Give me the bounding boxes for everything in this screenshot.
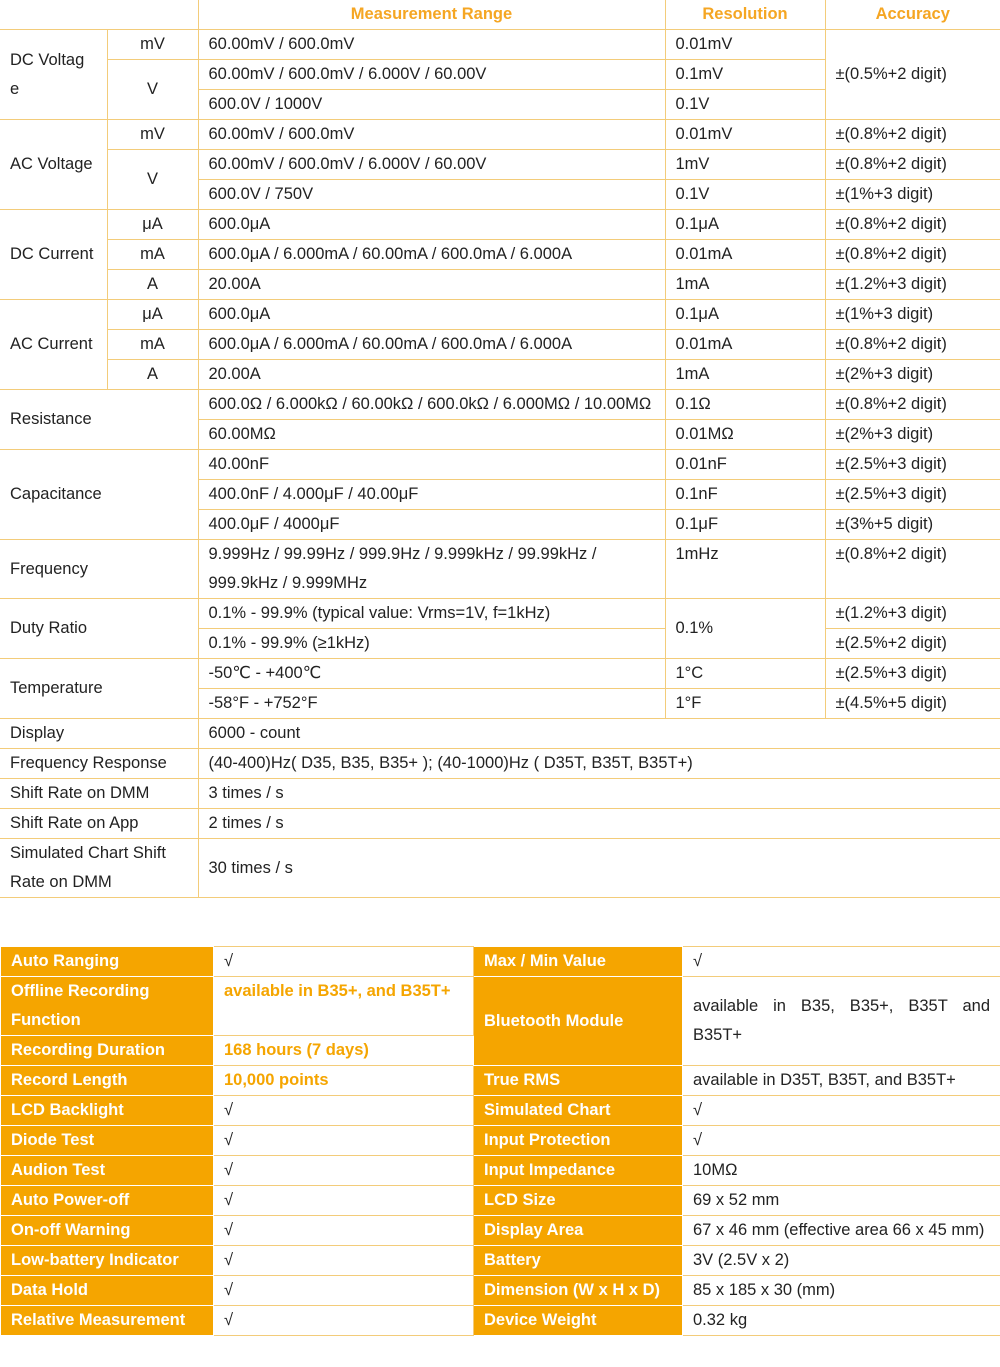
spec-header-row xyxy=(0,0,1000,30)
accuracy-cell: ±(0.8%+2 digit) xyxy=(825,240,1000,270)
unit-cell: μA xyxy=(107,300,198,330)
table-row xyxy=(0,150,1000,180)
accuracy-cell: ±(0.8%+2 digit) xyxy=(825,150,1000,180)
relative-measurement-label: Relative Measurement xyxy=(1,1306,214,1336)
table-row xyxy=(0,120,1000,150)
on-off-warning-label: On-off Warning xyxy=(1,1216,214,1246)
range-cell: 60.00mV / 600.0mV / 6.000V / 60.00V xyxy=(198,150,665,180)
range-cell: 600.0V / 1000V xyxy=(198,90,665,120)
resolution-cell: 0.01mV xyxy=(665,120,825,150)
accuracy-cell: ±(0.8%+2 digit) xyxy=(825,330,1000,360)
table-row xyxy=(0,270,1000,300)
resolution-cell: 1mHz xyxy=(665,540,825,599)
shift-rate-app-value: 2 times / s xyxy=(198,809,1000,839)
simulated-chart-shift-label: Simulated Chart Shift Rate on DMM xyxy=(0,839,198,898)
range-cell: 60.00MΩ xyxy=(198,420,665,450)
accuracy-cell: ±(0.8%+2 digit) xyxy=(825,120,1000,150)
accuracy-cell: ±(3%+5 digit) xyxy=(825,510,1000,540)
range-cell: -50℃ - +400℃ xyxy=(198,659,665,689)
range-cell: 600.0μA xyxy=(198,210,665,240)
table-row xyxy=(0,809,1000,839)
dc-voltage-label: DC Voltag e xyxy=(0,30,107,120)
audion-test-value: √ xyxy=(214,1156,474,1186)
range-cell: 600.0μA / 6.000mA / 60.00mA / 600.0mA / 6.000A xyxy=(198,330,665,360)
range-cell: 600.0μA xyxy=(198,300,665,330)
resolution-cell: 1°C xyxy=(665,659,825,689)
simulated-chart-shift-value: 30 times / s xyxy=(198,839,1000,898)
auto-ranging-value: √ xyxy=(214,947,474,977)
accuracy-cell: ±(0.5%+2 digit) xyxy=(825,30,1000,120)
accuracy-cell: ±(2.5%+2 digit) xyxy=(825,629,1000,659)
display-label: Display xyxy=(0,719,198,749)
audion-test-label: Audion Test xyxy=(1,1156,214,1186)
table-row xyxy=(0,240,1000,270)
unit-cell: mV xyxy=(107,30,198,60)
simulated-chart-label: Simulated Chart xyxy=(474,1096,683,1126)
dc-current-label: DC Current xyxy=(0,210,107,300)
range-cell: 40.00nF xyxy=(198,450,665,480)
offline-recording-label: Offline Recording Function xyxy=(1,977,214,1036)
table-row xyxy=(1,1096,1000,1126)
accuracy-cell: ±(2.5%+3 digit) xyxy=(825,659,1000,689)
accuracy-cell: ±(0.8%+2 digit) xyxy=(825,390,1000,420)
resolution-cell: 0.1V xyxy=(665,180,825,210)
resolution-cell: 0.01MΩ xyxy=(665,420,825,450)
unit-cell: mV xyxy=(107,120,198,150)
table-row xyxy=(0,390,1000,420)
feature-table xyxy=(0,946,1000,1336)
table-row xyxy=(0,599,1000,629)
recording-duration-label: Recording Duration xyxy=(1,1036,214,1066)
resolution-cell: 0.1μA xyxy=(665,210,825,240)
shift-rate-dmm-label: Shift Rate on DMM xyxy=(0,779,198,809)
auto-power-off-label: Auto Power-off xyxy=(1,1186,214,1216)
accuracy-cell: ±(2%+3 digit) xyxy=(825,420,1000,450)
resolution-cell: 0.01mA xyxy=(665,240,825,270)
true-rms-value: available in D35T, B35T, and B35T+ xyxy=(683,1066,1000,1096)
table-row xyxy=(1,1066,1000,1096)
accuracy-cell: ±(1.2%+3 digit) xyxy=(825,270,1000,300)
range-cell: 0.1% - 99.9% (≥1kHz) xyxy=(198,629,665,659)
table-row xyxy=(1,1216,1000,1246)
range-cell: 9.999Hz / 99.99Hz / 999.9Hz / 9.999kHz / 99.99kHz / 999.9kHz / 9.999MHz xyxy=(198,540,665,599)
range-cell: 0.1% - 99.9% (typical value: Vrms=1V, f=1kHz) xyxy=(198,599,665,629)
unit-cell: mA xyxy=(107,330,198,360)
input-impedance-value: 10MΩ xyxy=(683,1156,1000,1186)
resolution-cell: 0.1V xyxy=(665,90,825,120)
range-cell: 20.00A xyxy=(198,360,665,390)
resolution-cell: 1mV xyxy=(665,150,825,180)
display-value: 6000 - count xyxy=(198,719,1000,749)
shift-rate-app-label: Shift Rate on App xyxy=(0,809,198,839)
accuracy-cell: ±(1%+3 digit) xyxy=(825,180,1000,210)
lcd-size-label: LCD Size xyxy=(474,1186,683,1216)
input-protection-label: Input Protection xyxy=(474,1126,683,1156)
true-rms-label: True RMS xyxy=(474,1066,683,1096)
dimension-label: Dimension (W x H x D) xyxy=(474,1276,683,1306)
low-battery-value: √ xyxy=(214,1246,474,1276)
range-cell: 60.00mV / 600.0mV xyxy=(198,120,665,150)
record-length-value: 10,000 points xyxy=(214,1066,474,1096)
table-row xyxy=(1,1276,1000,1306)
battery-value: 3V (2.5V x 2) xyxy=(683,1246,1000,1276)
range-cell: 60.00mV / 600.0mV xyxy=(198,30,665,60)
relative-measurement-value: √ xyxy=(214,1306,474,1336)
table-row xyxy=(0,210,1000,240)
accuracy-cell: ±(2.5%+3 digit) xyxy=(825,450,1000,480)
accuracy-cell: ±(1%+3 digit) xyxy=(825,300,1000,330)
table-row xyxy=(1,1156,1000,1186)
range-cell: 400.0nF / 4.000μF / 40.00μF xyxy=(198,480,665,510)
on-off-warning-value: √ xyxy=(214,1216,474,1246)
resolution-cell: 0.1μF xyxy=(665,510,825,540)
lcd-backlight-value: √ xyxy=(214,1096,474,1126)
table-row xyxy=(1,947,1000,977)
resolution-cell: 0.1nF xyxy=(665,480,825,510)
table-row xyxy=(1,977,1000,1036)
table-row xyxy=(1,1246,1000,1276)
resolution-cell: 0.1μA xyxy=(665,300,825,330)
unit-cell: μA xyxy=(107,210,198,240)
capacitance-label: Capacitance xyxy=(0,450,198,540)
frequency-response-label: Frequency Response xyxy=(0,749,198,779)
table-row xyxy=(1,1306,1000,1336)
range-cell: 600.0μA / 6.000mA / 60.00mA / 600.0mA / 6.000A xyxy=(198,240,665,270)
offline-recording-value: available in B35+, and B35T+ xyxy=(214,977,474,1036)
duty-ratio-label: Duty Ratio xyxy=(0,599,198,659)
low-battery-label: Low-battery Indicator xyxy=(1,1246,214,1276)
table-row xyxy=(0,300,1000,330)
input-protection-value: √ xyxy=(683,1126,1000,1156)
max-min-value: √ xyxy=(683,947,1000,977)
header-measurement-range: Measurement Range xyxy=(198,0,665,30)
simulated-chart-value: √ xyxy=(683,1096,1000,1126)
accuracy-cell: ±(2%+3 digit) xyxy=(825,360,1000,390)
battery-label: Battery xyxy=(474,1246,683,1276)
accuracy-cell: ±(0.8%+2 digit) xyxy=(825,210,1000,240)
shift-rate-dmm-value: 3 times / s xyxy=(198,779,1000,809)
display-area-label: Display Area xyxy=(474,1216,683,1246)
unit-cell: V xyxy=(107,60,198,120)
table-row xyxy=(0,360,1000,390)
frequency-label: Frequency xyxy=(0,540,198,599)
table-row xyxy=(0,839,1000,898)
lcd-backlight-label: LCD Backlight xyxy=(1,1096,214,1126)
accuracy-cell: ±(2.5%+3 digit) xyxy=(825,480,1000,510)
resolution-cell: 0.1Ω xyxy=(665,390,825,420)
table-row xyxy=(0,749,1000,779)
data-hold-label: Data Hold xyxy=(1,1276,214,1306)
unit-cell: A xyxy=(107,360,198,390)
display-area-value: 67 x 46 mm (effective area 66 x 45 mm) xyxy=(683,1216,1000,1246)
max-min-label: Max / Min Value xyxy=(474,947,683,977)
table-row xyxy=(0,540,1000,599)
unit-cell: A xyxy=(107,270,198,300)
range-cell: 60.00mV / 600.0mV / 6.000V / 60.00V xyxy=(198,60,665,90)
resolution-cell: 0.1% xyxy=(665,599,825,659)
accuracy-cell: ±(1.2%+3 digit) xyxy=(825,599,1000,629)
table-row xyxy=(1,1186,1000,1216)
table-row xyxy=(0,330,1000,360)
range-cell: 400.0μF / 4000μF xyxy=(198,510,665,540)
dimension-value: 85 x 185 x 30 (mm) xyxy=(683,1276,1000,1306)
device-weight-label: Device Weight xyxy=(474,1306,683,1336)
range-cell: -58°F - +752°F xyxy=(198,689,665,719)
data-hold-value: √ xyxy=(214,1276,474,1306)
resolution-cell: 0.01mA xyxy=(665,330,825,360)
lcd-size-value: 69 x 52 mm xyxy=(683,1186,1000,1216)
auto-ranging-label: Auto Ranging xyxy=(1,947,214,977)
input-impedance-label: Input Impedance xyxy=(474,1156,683,1186)
record-length-label: Record Length xyxy=(1,1066,214,1096)
ac-voltage-label: AC Voltage xyxy=(0,120,107,210)
table-row xyxy=(0,659,1000,689)
device-weight-value: 0.32 kg xyxy=(683,1306,1000,1336)
auto-power-off-value: √ xyxy=(214,1186,474,1216)
resolution-cell: 0.1mV xyxy=(665,60,825,90)
ac-current-label: AC Current xyxy=(0,300,107,390)
resolution-cell: 1mA xyxy=(665,270,825,300)
accuracy-cell: ±(4.5%+5 digit) xyxy=(825,689,1000,719)
temperature-label: Temperature xyxy=(0,659,198,719)
table-row xyxy=(0,719,1000,749)
unit-cell: V xyxy=(107,150,198,210)
resolution-cell: 1°F xyxy=(665,689,825,719)
table-row xyxy=(0,779,1000,809)
unit-cell: mA xyxy=(107,240,198,270)
frequency-response-value: (40-400)Hz( D35, B35, B35+ ); (40-1000)Hz ( D35T, B35T, B35T+) xyxy=(198,749,1000,779)
header-accuracy: Accuracy xyxy=(825,0,1000,30)
recording-duration-value: 168 hours (7 days) xyxy=(214,1036,474,1066)
range-cell: 600.0V / 750V xyxy=(198,180,665,210)
range-cell: 600.0Ω / 6.000kΩ / 60.00kΩ / 600.0kΩ / 6.000MΩ / 10.00MΩ xyxy=(198,390,665,420)
resolution-cell: 0.01nF xyxy=(665,450,825,480)
bluetooth-value: available in B35, B35+, B35T and B35T+ xyxy=(683,977,1000,1066)
resolution-cell: 1mA xyxy=(665,360,825,390)
diode-test-label: Diode Test xyxy=(1,1126,214,1156)
resolution-cell: 0.01mV xyxy=(665,30,825,60)
table-row xyxy=(1,1126,1000,1156)
table-row xyxy=(0,30,1000,60)
bluetooth-label: Bluetooth Module xyxy=(474,977,683,1066)
table-row xyxy=(0,450,1000,480)
header-blank xyxy=(0,0,198,30)
range-cell: 20.00A xyxy=(198,270,665,300)
diode-test-value: √ xyxy=(214,1126,474,1156)
header-resolution: Resolution xyxy=(665,0,825,30)
resistance-label: Resistance xyxy=(0,390,198,450)
accuracy-cell: ±(0.8%+2 digit) xyxy=(825,540,1000,599)
